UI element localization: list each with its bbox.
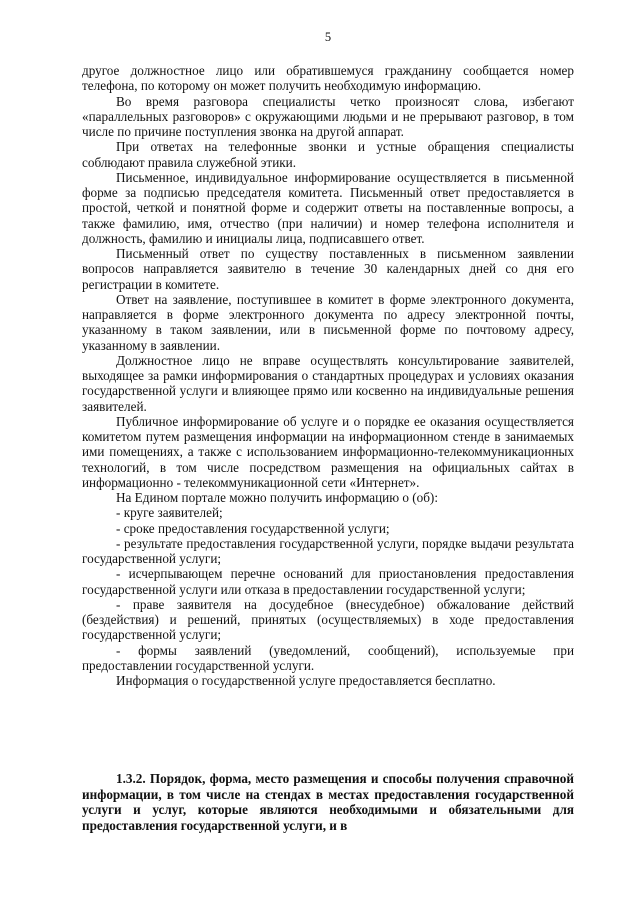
paragraph-written-informing: Письменное, индивидуальное информирование осуществляется в письменной форме за подписью председателя комитета. Письменный ответ предоставляется в простой, четкой и понятной форме и содержит ответы на поставленные вопросы, а также фамилию, имя, отчество (при наличии) и номер телефона исполнителя и должность, фамилию и инициалы лица, подписавшего ответ. xyxy=(82,169,574,246)
paragraph-conversation-rules: Во время разговора специалисты четко произносят слова, избегают «параллельных разговоров» с окружающими людьми и не прерывают разговор, в том числе по причине поступления звонка на другой аппарат. xyxy=(82,93,574,139)
list-item-result: - результате предоставления государственной услуги, порядке выдачи результата государственной услуги; xyxy=(82,535,574,566)
paragraph-public-informing: Публичное информирование об услуге и о порядке ее оказания осуществляется комитетом путем размещения информации на информационном стенде в занимаемых ими помещениях, а также с использованием информационно-телекоммуникационных технологий, в том числе посредством размещения на официальных сайтах в информационно - телекоммуникационной сети «Интернет». xyxy=(82,413,574,490)
list-item-appeal-right: - праве заявителя на досудебное (внесудебное) обжалование действий (бездействия) и решений, принятых (осуществляемых) в ходе предоставления государственной услуги; xyxy=(82,596,574,643)
list-item-term: - сроке предоставления государственной услуги; xyxy=(116,520,390,536)
paragraph-phone-info: другое должностное лицо или обратившемуся гражданину сообщается номер телефона, по которому он может получить необходимую информацию. xyxy=(82,63,574,94)
section-heading: 1.3.2. Порядок, форма, место размещения и способы получения справочной информации, в том числе на стендах в местах предоставления государственной услуги и услуг, которые являются необходимыми и обязательными для предоставления государственной услуги, и в xyxy=(82,771,574,833)
page-number: 5 xyxy=(324,30,332,44)
paragraph-portal-intro: На Едином портале можно получить информацию о (об): xyxy=(116,490,438,505)
body-text xyxy=(82,63,574,688)
list-item-forms: - формы заявлений (уведомлений, сообщений), используемые при предоставлении государственной услуги. xyxy=(82,642,574,673)
list-item-applicants: - круге заявителей; xyxy=(116,505,223,521)
paragraph-service-ethics: При ответах на телефонные звонки и устные обращения специалисты соблюдают правила служебной этики. xyxy=(82,139,574,170)
paragraph-free-of-charge: Информация о государственной услуге предоставляется бесплатно. xyxy=(116,673,496,688)
paragraph-electronic-answer: Ответ на заявление, поступившее в комитет в форме электронного документа, направляется в форме электронного документа по адресу электронной почты, указанному в таком заявлении, или в письменной форме по почтовому адресу, указанному в заявлении. xyxy=(82,291,574,353)
paragraph-written-answer-term: Письменный ответ по существу поставленных в письменном заявлении вопросов направляется заявителю в течение 30 календарных дней со дня его регистрации в комитете. xyxy=(82,246,574,292)
list-item-grounds: - исчерпывающем перечне оснований для приостановления предоставления государственной услуги или отказа в предоставлении государственной услуги; xyxy=(82,566,574,597)
paragraph-consulting-limits: Должностное лицо не вправе осуществлять консультирование заявителей, выходящее за рамки информирования о стандартных процедурах и условиях оказания государственной услуги и влияющее прямо или косвенно на индивидуальные решения заявителей. xyxy=(82,352,574,414)
